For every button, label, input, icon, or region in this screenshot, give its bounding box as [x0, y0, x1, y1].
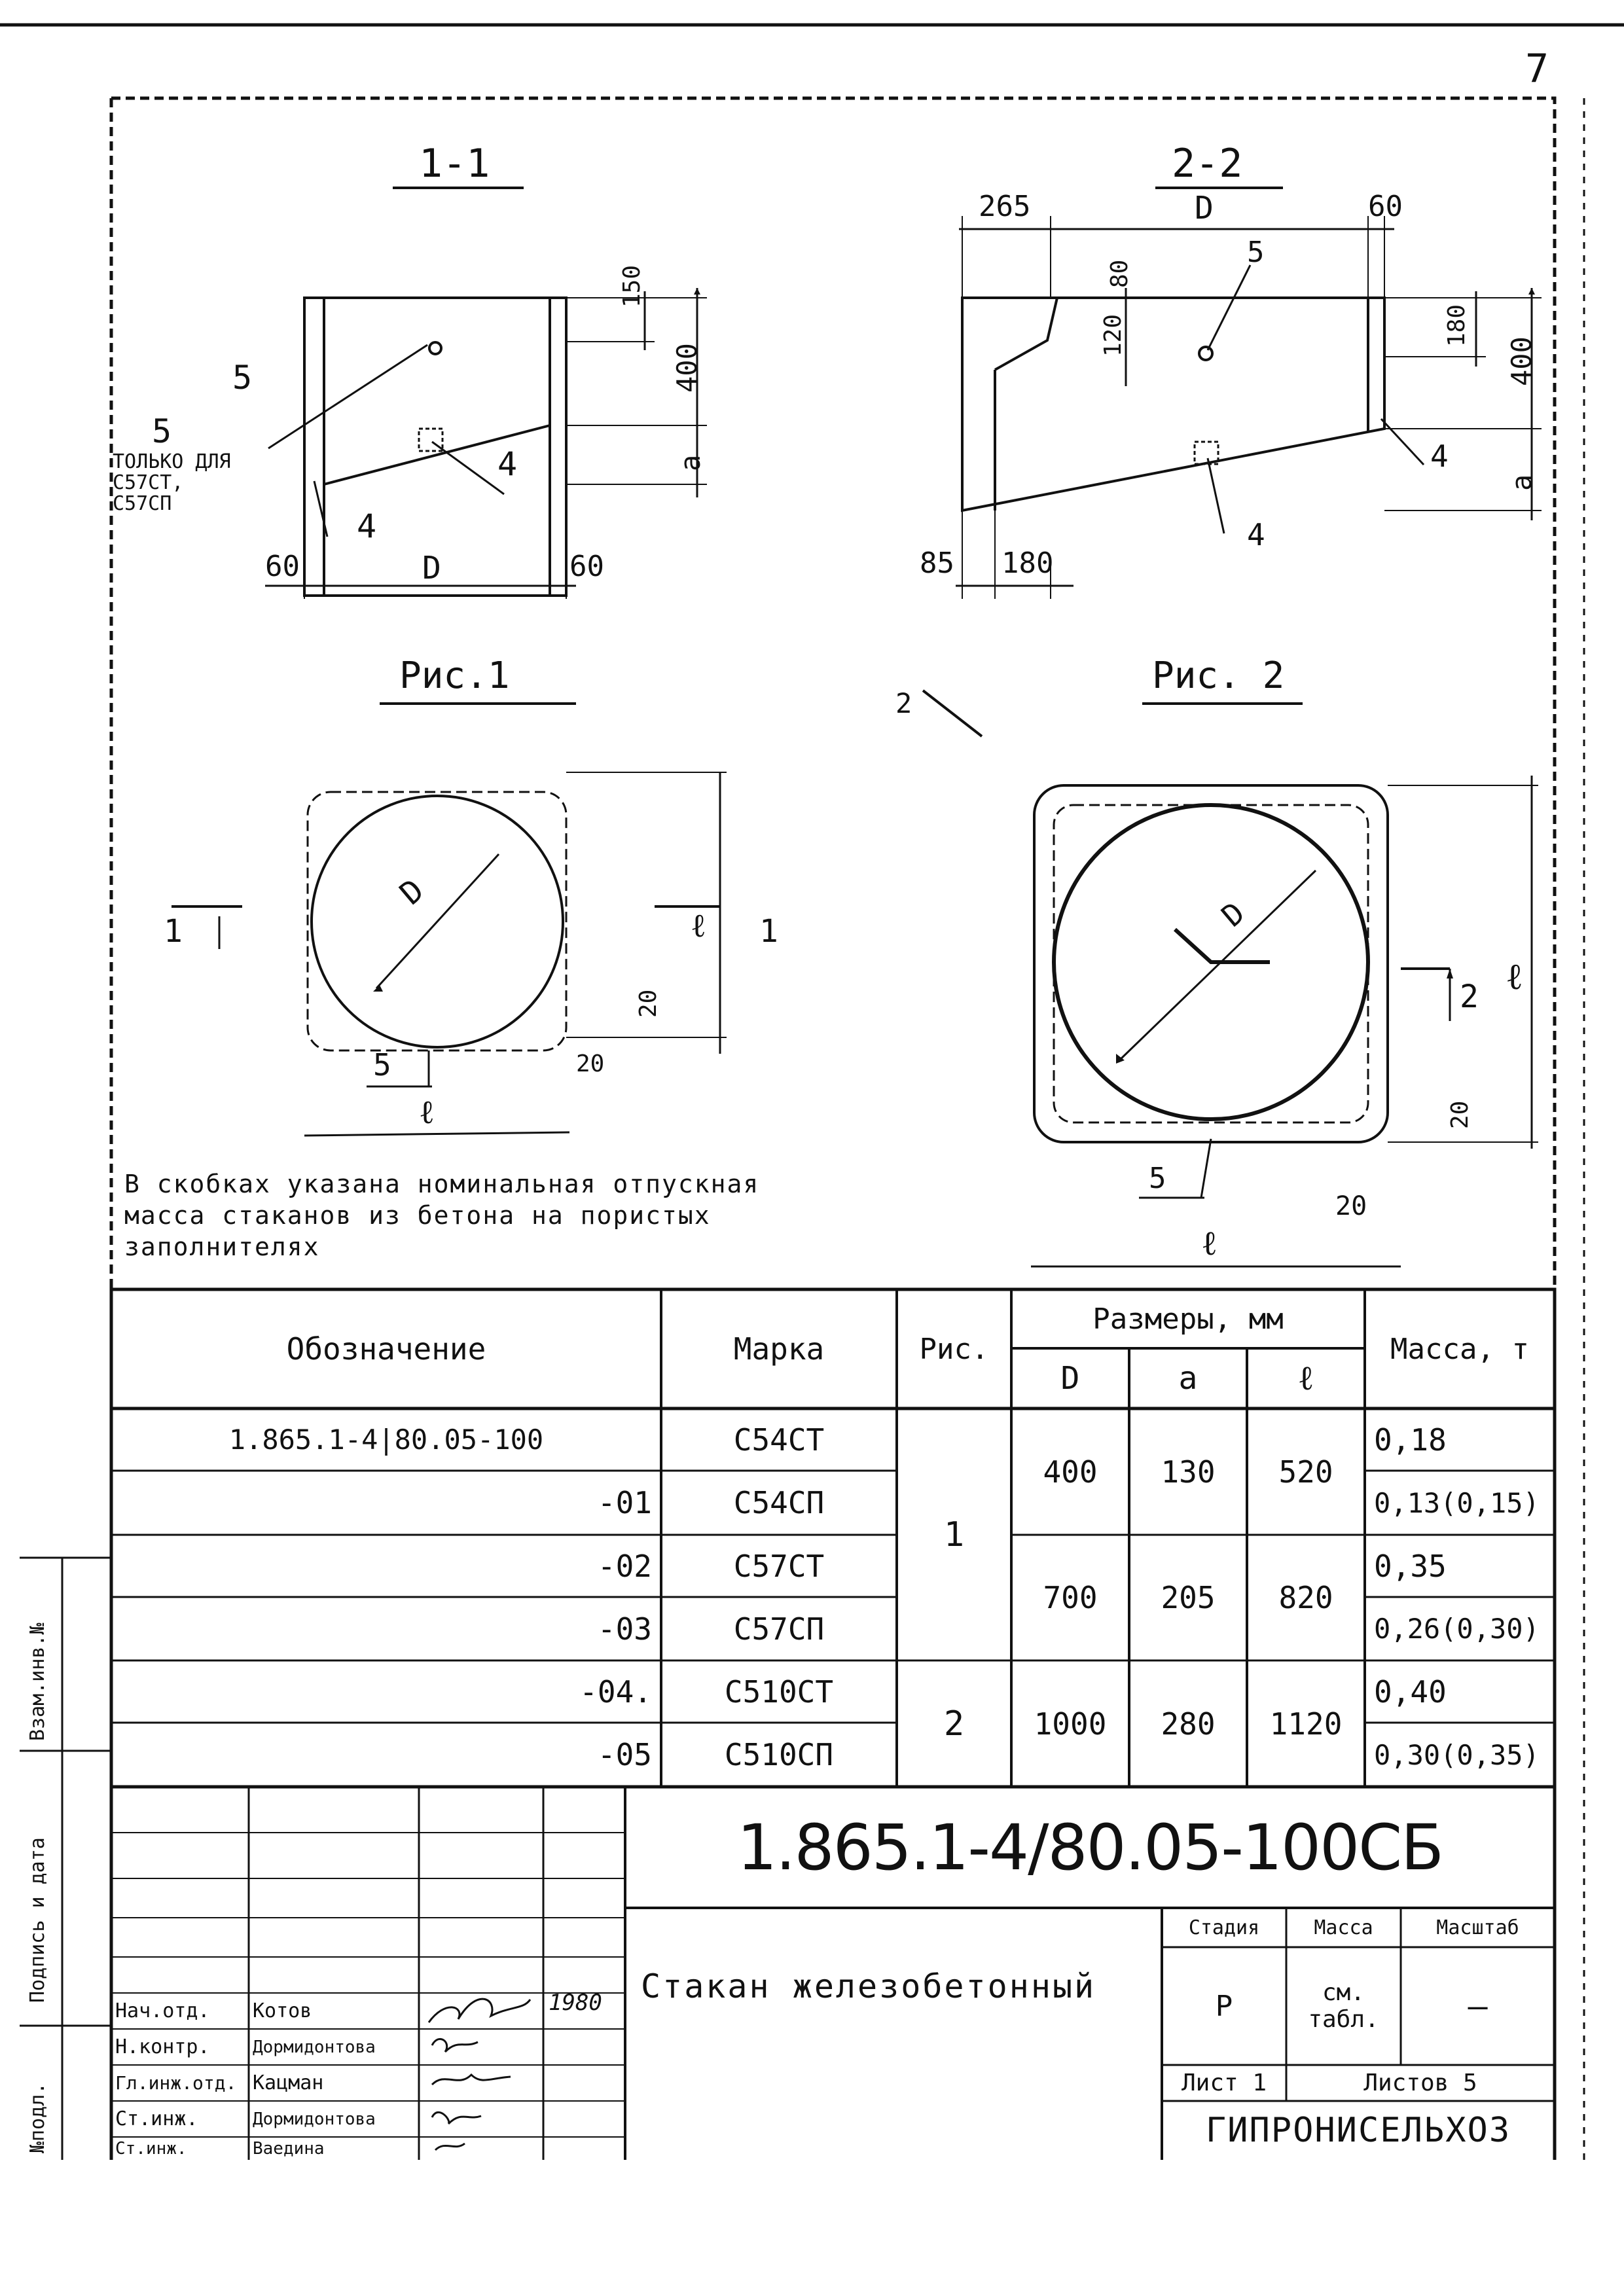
group-l: 520: [1278, 1454, 1333, 1490]
row-designation: 1.865.1-4|80.05-100: [228, 1424, 544, 1456]
stamp-replace-inv: Взам.инв.№: [26, 1623, 49, 1741]
pos-4-label-a: 4: [1430, 439, 1449, 474]
row-mark: С54СТ: [733, 1422, 825, 1458]
header-D: D: [1060, 1360, 1080, 1397]
mass-value: см. табл.: [1308, 1979, 1379, 2033]
plan1-cut-left: 1: [164, 913, 183, 950]
note-line: В скобках указана номинальная отпускная: [124, 1170, 760, 1198]
organization: ГИПРОНИСЕЛЬХОЗ: [1205, 2111, 1511, 2150]
dim-85: 85: [920, 547, 954, 580]
group-fig: 2: [943, 1704, 965, 1744]
role: Н.контр.: [115, 2036, 210, 2058]
group-D: 400: [1043, 1454, 1098, 1490]
header-a: a: [1178, 1360, 1198, 1397]
scale-label: Масштаб: [1436, 1916, 1519, 1939]
dim-60: 60: [1368, 190, 1403, 223]
scale-value: —: [1468, 1987, 1488, 2025]
plan1-dim-20-a: 20: [635, 989, 662, 1018]
pos-4-label-a: 4: [497, 445, 518, 483]
note-line: С57СТ,: [113, 471, 184, 494]
dim-D: D: [1195, 190, 1214, 226]
plan2-cut-right: 2: [1460, 978, 1479, 1015]
group-D: 1000: [1034, 1706, 1107, 1742]
pos-4-label-b: 4: [357, 507, 377, 545]
role: Нач.отд.: [115, 2000, 210, 2022]
stamp-inv-no: №подл.: [26, 2082, 49, 2153]
mass-note: [124, 1168, 759, 1263]
row-designation: -03: [597, 1611, 652, 1647]
dim-400: 400: [671, 343, 703, 393]
dim-a: a: [1506, 474, 1538, 491]
figure-label-1: Рис.1: [399, 655, 510, 697]
row-mark: С57СП: [733, 1611, 825, 1647]
group-D: 700: [1043, 1580, 1098, 1615]
plan2-l-side: ℓ: [1506, 956, 1523, 998]
plan2-l-bottom: ℓ: [1201, 1224, 1218, 1263]
row-designation: -04.: [579, 1674, 652, 1710]
pos-4-label-b: 4: [1247, 517, 1265, 552]
dim-180-bottom: 180: [1001, 547, 1054, 580]
page-number: 7: [1525, 46, 1549, 92]
pos-5-label-a: 5: [232, 359, 253, 397]
header-l: ℓ: [1297, 1359, 1314, 1398]
row-mass: 0,30(0,35): [1374, 1738, 1540, 1771]
note-line: масса стаканов из бетона на пористых: [124, 1201, 711, 1230]
section-title-1-1: 1-1: [419, 141, 490, 187]
plan2-dim-20-a: 20: [1447, 1100, 1473, 1129]
plan2-diameter-D: D: [1214, 895, 1252, 934]
sheets-count: Листов 5: [1363, 2070, 1477, 2096]
group-l: 1120: [1269, 1706, 1343, 1742]
plan1-diameter-D: D: [393, 872, 431, 912]
row-mark: С57СТ: [733, 1548, 825, 1584]
year: 1980: [549, 1990, 602, 2016]
row-mark: С510СП: [724, 1737, 834, 1772]
plan1-dim-20-b: 20: [576, 1050, 605, 1077]
role: Гл.инж.отд.: [115, 2072, 237, 2094]
stage-label: Стадия: [1188, 1916, 1260, 1939]
header-sizes: Размеры, мм: [1092, 1302, 1284, 1336]
header-fig: Рис.: [919, 1332, 989, 1366]
section-title-2-2: 2-2: [1172, 141, 1243, 187]
plan1-l-side: ℓ: [691, 906, 706, 944]
dim-D: D: [422, 550, 441, 586]
plan1-l-bottom: ℓ: [419, 1093, 435, 1131]
doc-code: 1.865.1-4/80.05-100СБ: [736, 1810, 1443, 1884]
group-fig: 1: [943, 1515, 965, 1554]
note-line: ТОЛЬКО ДЛЯ: [113, 450, 231, 473]
person-name: Кацман: [253, 2072, 324, 2094]
row-mass: 0,40: [1374, 1674, 1447, 1710]
note-line: С57СП: [113, 492, 172, 515]
plan2-dim-20-b: 20: [1335, 1191, 1367, 1221]
signatures: [419, 1960, 543, 2160]
plan2-pos-5: 5: [1149, 1162, 1166, 1195]
dim-60-right: 60: [569, 550, 604, 583]
sheet-number: Лист 1: [1181, 2070, 1267, 2096]
role: Ст.инж.: [115, 2108, 198, 2130]
row-mark: С510СТ: [724, 1674, 834, 1710]
header-mark: Марка: [733, 1331, 825, 1367]
dim-150: 150: [619, 264, 645, 308]
dim-180: 180: [1443, 304, 1470, 347]
dim-400: 400: [1506, 336, 1538, 386]
stage-value: Р: [1215, 1989, 1233, 2023]
row-mass: 0,13(0,15): [1374, 1486, 1540, 1519]
row-designation: -02: [597, 1548, 652, 1584]
doc-title: Стакан железобетонный: [641, 1967, 1096, 2005]
note-line: заполнителях: [124, 1232, 320, 1261]
stamp-signature-date: Подпись и дата: [26, 1837, 49, 2003]
group-a: 280: [1161, 1706, 1216, 1742]
dim-60-left: 60: [265, 550, 300, 583]
header-mass: Масса, т: [1390, 1332, 1529, 1366]
row-mark: С54СП: [733, 1485, 825, 1520]
row-mass: 0,26(0,30): [1374, 1613, 1540, 1645]
plan1-cut-right: 1: [759, 913, 778, 950]
row-mass: 0,18: [1374, 1422, 1447, 1458]
mass-label: Масса: [1314, 1916, 1373, 1939]
group-a: 130: [1161, 1454, 1216, 1490]
plan1-pos-5: 5: [373, 1047, 391, 1083]
person-name: Дормидонтова: [253, 2037, 376, 2057]
pos-5-label-b: 5: [152, 412, 172, 450]
person-name: Котов: [253, 2000, 312, 2022]
person-name: Ваедина: [253, 2138, 325, 2159]
row-designation: -01: [597, 1485, 652, 1520]
dim-265: 265: [979, 190, 1031, 223]
group-l: 820: [1278, 1580, 1333, 1615]
dim-a: a: [674, 454, 706, 471]
role: Ст.инж.: [115, 2138, 187, 2159]
dim-120: 120: [1100, 314, 1127, 357]
dim-80: 80: [1106, 259, 1133, 288]
person-name: Дормидонтова: [253, 2109, 376, 2129]
figure-label-2: Рис. 2: [1152, 655, 1285, 697]
only-for-note: [113, 452, 231, 514]
cut-marker-2: 2: [895, 687, 912, 719]
group-a: 205: [1161, 1580, 1216, 1615]
row-designation: -05: [597, 1737, 652, 1772]
row-mass: 0,35: [1374, 1548, 1447, 1584]
pos-5-label: 5: [1247, 236, 1265, 269]
header-designation: Обозначение: [286, 1331, 486, 1367]
